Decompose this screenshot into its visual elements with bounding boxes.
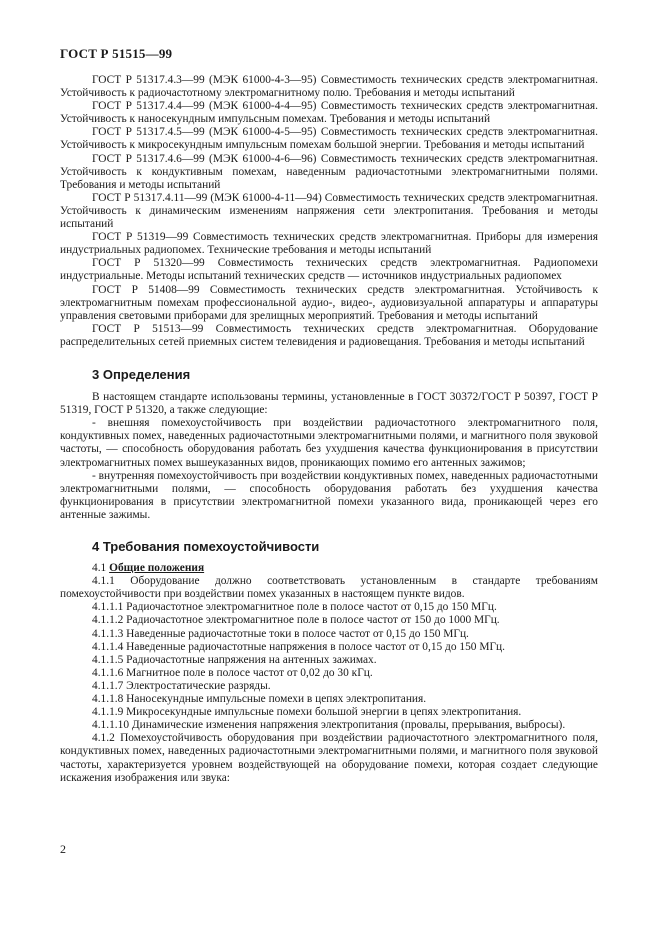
document-body (60, 74, 598, 785)
reference-item: ГОСТ Р 51317.4.11—99 (МЭК 61000-4-11—94) Совместимость технических средств электромагнитная. Устойчивость к динамическим изменениям напряжения сети электропитания. Требования и методы испытаний (60, 191, 598, 231)
list-item: 4.1.1.8 Наносекундные импульсные помехи в цепях электропитания. (92, 693, 427, 706)
section-3-intro: В настоящем стандарте использованы термины, установленные в ГОСТ 30372/ГОСТ Р 50397, ГОСТ Р 51319, ГОСТ Р 51320, а также следующие: (60, 391, 598, 417)
list-item: 4.1.1.6 Магнитное поле в полосе частот от 0,02 до 30 кГц. (92, 666, 373, 679)
reference-item: ГОСТ Р 51408—99 Совместимость технических средств электромагнитная. Устойчивость к электромагнитным помехам профессиональной аудио-, видео-, аудиовизуальной аппаратуры и аппаратуры управления световыми приборами для зрелищных мероприятий. Требования и методы испытаний (60, 283, 598, 322)
reference-item: ГОСТ Р 51317.4.6—99 (МЭК 61000-4-6—96) Совместимость технических средств электромагнитная. Устойчивость к кондуктивным помехам, наведенным радиочастотными электромагнитными полями. Требования и методы испытаний (60, 152, 598, 191)
document-code-header: ГОСТ Р 51515—99 (60, 46, 173, 61)
definition-item: - внутренняя помехоустойчивость при воздействии кондуктивных помех, наведенных радиочастотными электромагнитными полями, — способность оборудования работать без ухудшения качества функционирования в присутствии электромагнитной помехи указанного вида, проникающей через его антенные зажимы. (60, 469, 598, 521)
reference-item: ГОСТ Р 51317.4.3—99 (МЭК 61000-4-3—95) Совместимость технических средств электромагнитная. Устойчивость к радиочастотному электромагнитному полю. Требования и методы испытаний (60, 74, 598, 100)
subsection-number: 4.1 (92, 562, 107, 575)
list-item: 4.1.1.1 Радиочастотное электромагнитное поле в полосе частот от 0,15 до 150 МГц. (92, 601, 497, 614)
list-item: 4.1.1.10 Динамические изменения напряжения электропитания (провалы, прерывания, выбросы). (92, 719, 566, 732)
section-3-heading: 3 Определения (92, 366, 191, 382)
subsection-4-1-heading (60, 562, 598, 575)
page-number: 2 (60, 842, 66, 856)
clause-4-1-1: 4.1.1 Оборудование должно соответствовать установленным в стандарте требованиям помехоустойчивости при воздействии помех указанных в настоящем пункте видов. (60, 575, 598, 601)
reference-item: ГОСТ Р 51317.4.4—99 (МЭК 61000-4-4—95) Совместимость технических средств электромагнитная. Устойчивость к наносекундным импульсным помехам. Требования и методы испытаний (60, 100, 598, 126)
list-item: 4.1.1.7 Электростатические разряды. (92, 679, 271, 692)
list-item: 4.1.1.9 Микросекундные импульсные помехи большой энергии в цепях электропитания. (92, 706, 522, 719)
definition-item: - внешняя помехоустойчивость при воздействии радиочастотного электромагнитного поля, кондуктивных помех, наведенных радиочастотными электромагнитными полями, и магнитного поля звуковой частоты, — способность оборудования работать без ухудшения качества функционирования в присутствии электромагнитных помех вышеуказанных видов, проникающих помимо его антенных зажимов; (60, 417, 598, 469)
list-item: 4.1.1.3 Наведенные радиочастотные токи в полосе частот от 0,15 до 150 МГц. (92, 627, 469, 640)
list-item: 4.1.1.5 Радиочастотные напряжения на антенных зажимах. (92, 653, 377, 666)
reference-item: ГОСТ Р 51317.4.5—99 (МЭК 61000-4-5—95) Совместимость технических средств электромагнитная. Устойчивость к микросекундным импульсным помехам большой энергии. Требования и методы испытаний (60, 126, 598, 152)
section-4-heading: 4 Требования помехоустойчивости (92, 539, 320, 554)
list-item: 4.1.1.2 Радиочастотное электромагнитное поле в полосе частот от 150 до 1000 МГц. (92, 614, 500, 627)
subsection-title: Общие положения (109, 562, 205, 575)
reference-item: ГОСТ Р 51513—99 Совместимость технических средств электромагнитная. Оборудование распределительных сетей приемных систем телевидения и радиовещания. Требования и методы испытаний (60, 322, 598, 348)
references-list (60, 74, 598, 349)
reference-item: ГОСТ Р 51319—99 Совместимость технических средств электромагнитная. Приборы для измерения индустриальных радиопомех. Технические требования и методы испытаний (60, 231, 598, 257)
reference-item: ГОСТ Р 51320—99 Совместимость технических средств электромагнитная. Радиопомехи индустриальные. Методы испытаний технических средств — источников индустриальных радиопомех (60, 257, 598, 283)
interference-types-list (60, 601, 598, 732)
clause-4-1-2: 4.1.2 Помехоустойчивость оборудования при воздействии радиочастотного электромагнитного поля, кондуктивных помех, наведенных радиочастотными электромагнитными полями, и магнитного поля звуковой частоты, характеризуется уровнем воздействующей на оборудование помехи, которая создает следующие искажения изображения или звука: (60, 732, 598, 784)
list-item: 4.1.1.4 Наведенные радиочастотные напряжения в полосе частот от 0,15 до 150 МГц. (92, 640, 505, 653)
